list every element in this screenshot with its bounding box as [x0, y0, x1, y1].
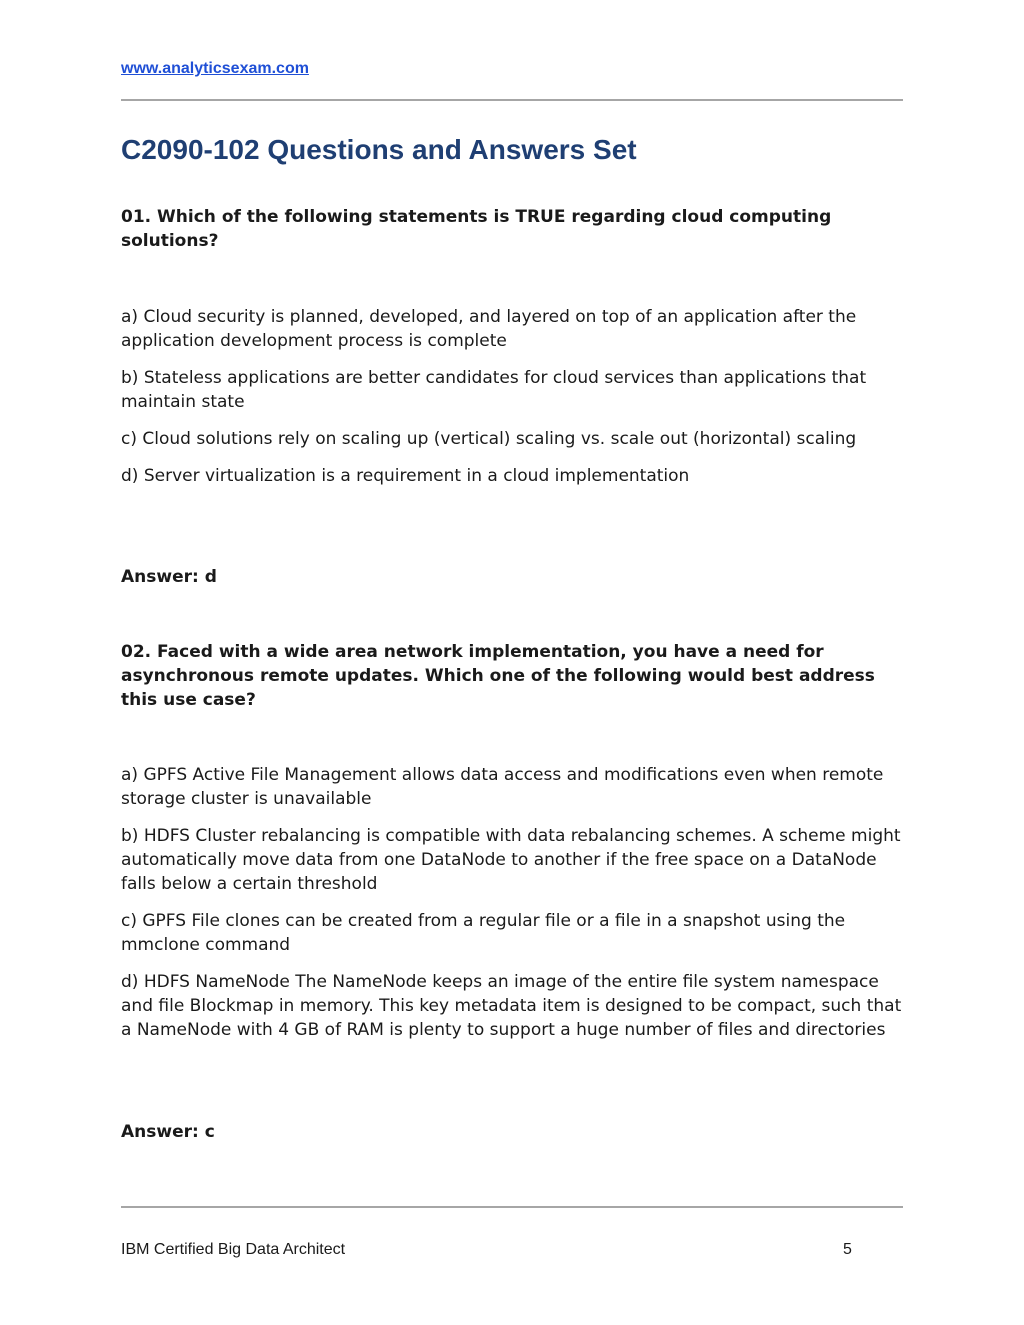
footer-title: IBM Certified Big Data Architect: [121, 1241, 346, 1258]
page-title: C2090-102 Questions and Answers Set: [121, 134, 637, 165]
footer-divider: [121, 1206, 903, 1208]
question-2: 02. Faced with a wide area network implementation, you have a need for asynchronous remote updates. Which one of the following would best address this use case?: [121, 642, 875, 710]
header-divider: [121, 99, 903, 101]
option-item: a) GPFS Active File Management allows data access and modifications even when remote storage cluster is unavailable: [121, 765, 884, 809]
option-item: c) GPFS File clones can be created from a regular file or a file in a snapshot using the mmclone command: [121, 911, 846, 955]
answer-2: Answer: c: [121, 1122, 215, 1142]
option-item: c) Cloud solutions rely on scaling up (vertical) scaling vs. scale out (horizontal) scaling: [121, 429, 857, 449]
option-item: b) HDFS Cluster rebalancing is compatible with data rebalancing schemes. A scheme might automatically move data from one DataNode to another if the free space on a DataNode falls below a certain threshold: [121, 826, 901, 894]
answer-1: Answer: d: [121, 567, 217, 587]
option-item: a) Cloud security is planned, developed, and layered on top of an application after the application development process is complete: [121, 307, 857, 351]
page-number: 5: [843, 1241, 852, 1258]
question-1-options: [121, 305, 906, 501]
website-link[interactable]: www.analyticsexam.com: [121, 60, 309, 77]
option-item: d) Server virtualization is a requirement in a cloud implementation: [121, 466, 690, 486]
option-item: b) Stateless applications are better candidates for cloud services than applications that maintain state: [121, 368, 867, 412]
question-1: 01. Which of the following statements is TRUE regarding cloud computing solutions?: [121, 207, 832, 251]
option-item: d) HDFS NameNode The NameNode keeps an image of the entire file system namespace and file Blockmap in memory. This key metadata item is designed to be compact, such that a NameNode with 4 GB of RAM is plenty to support a huge number of files and directories: [121, 972, 902, 1040]
question-2-options: [121, 763, 906, 1055]
